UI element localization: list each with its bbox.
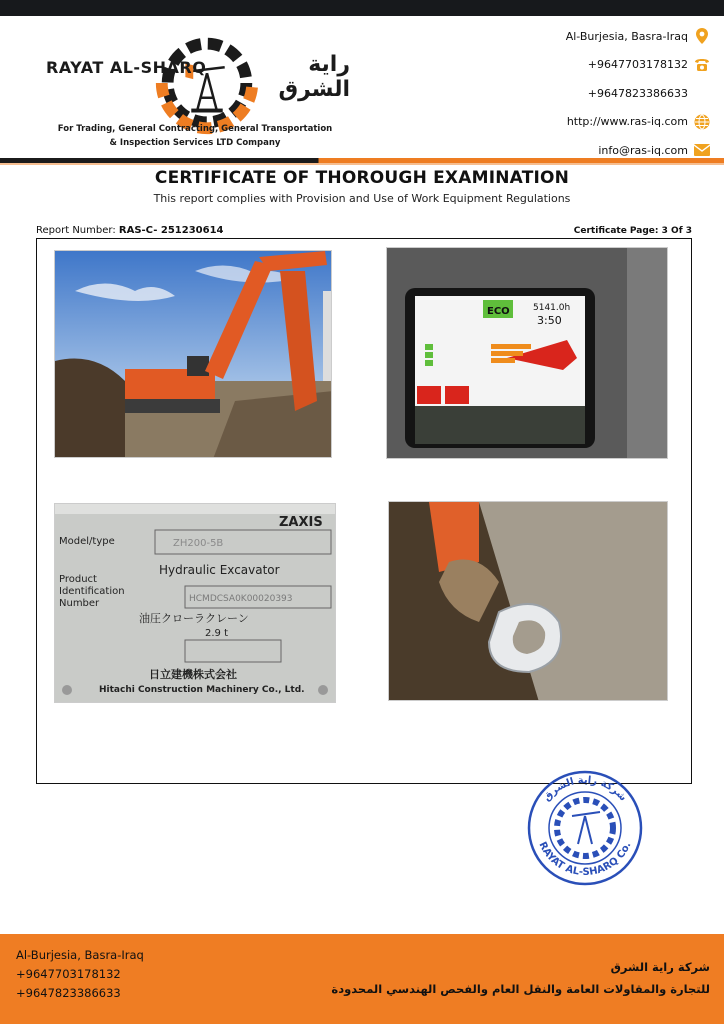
- contact-phone-1-text: +9647703178132: [587, 58, 688, 72]
- mail-icon: [694, 142, 710, 158]
- footer-contact: [16, 946, 144, 1003]
- contact-website-text[interactable]: http://www.ras-iq.com: [566, 115, 688, 129]
- photo-monitor-display: [386, 247, 668, 459]
- photo-excavator: [54, 250, 332, 458]
- photo-nameplate: [54, 503, 336, 703]
- footer-company-arabic: [331, 956, 710, 1000]
- nameplate-product-name: Hydraulic Excavator: [159, 563, 280, 577]
- footer-arabic-line-2: للتجارة والمقاولات العامة والنقل العام والفحص الهندسي المحدودة: [331, 982, 710, 996]
- tagline-line-1: For Trading, General Contracting, General Transportation: [57, 124, 333, 134]
- logo-text-english: RAYAT AL-SHARQ: [46, 58, 207, 77]
- footer-phone-2: +9647823386633: [16, 986, 121, 1000]
- tagline-line-2: & Inspection Services LTD Company: [109, 138, 281, 148]
- footer-arabic-line-1: شركة راية الشرق: [610, 960, 710, 974]
- globe-icon: [694, 114, 710, 130]
- report-number-label: Report Number:: [36, 225, 119, 236]
- phone-icon: [694, 57, 710, 73]
- certificate-page: Certificate Page: 3 Of 3: [573, 226, 692, 236]
- nameplate-maker-japanese: 日立建機株式会社: [149, 668, 237, 681]
- nameplate-serial: HCMDCSA0K00020393: [189, 594, 293, 604]
- nameplate-japanese-name: 油圧クローラクレーン: [139, 612, 249, 625]
- stamp-english-text: RAYAT AL-SHARQ Co.: [536, 840, 634, 879]
- company-logo: [40, 22, 350, 157]
- header-divider-accent: [0, 163, 724, 165]
- contact-phone-2: [566, 79, 710, 108]
- contact-phone-1: [566, 51, 710, 80]
- certificate-subtitle: This report complies with Provision and Use of Work Equipment Regulations: [153, 192, 571, 205]
- nameplate-brand: ZAXIS: [279, 515, 323, 530]
- nameplate-model-value: ZH200-5B: [173, 538, 224, 549]
- contact-phone-2-text: +9647823386633: [587, 86, 688, 100]
- contact-list: [566, 22, 710, 165]
- contact-address-text: Al-Burjesia, Basra-Iraq: [565, 29, 688, 43]
- nameplate-model-label: Model/type: [59, 536, 115, 547]
- stamp-arabic-text: شركة راية الشرق: [541, 774, 629, 804]
- certificate-title: CERTIFICATE OF THOROUGH EXAMINATION: [154, 168, 570, 188]
- contact-website[interactable]: [566, 108, 710, 137]
- top-bar: [0, 0, 724, 16]
- report-number-value: RAS-C- 251230614: [118, 225, 224, 236]
- photo-lifting-hook: [388, 501, 668, 701]
- company-stamp: [520, 770, 650, 888]
- display-time: 3:50: [537, 314, 562, 327]
- nameplate-product-label: Product: [59, 574, 97, 585]
- report-number: [36, 225, 224, 236]
- footer-address: Al-Burjesia, Basra-Iraq: [16, 948, 144, 962]
- nameplate-maker-english: Hitachi Construction Machinery Co., Ltd.: [99, 685, 305, 695]
- nameplate-capacity: 2.9 t: [205, 628, 229, 639]
- nameplate-identification-label: Identification: [59, 586, 125, 597]
- location-pin-icon: [694, 28, 710, 44]
- display-hours: 5141.0h: [533, 303, 571, 313]
- display-eco: ECO: [487, 306, 510, 317]
- contact-email-text[interactable]: info@ras-iq.com: [598, 143, 688, 157]
- logo-text-arabic: راية الشرق: [278, 52, 350, 102]
- nameplate-number-label: Number: [59, 598, 100, 609]
- footer-phone-1: +9647703178132: [16, 967, 121, 981]
- footer: [0, 934, 724, 1024]
- contact-address: [566, 22, 710, 51]
- company-tagline: [40, 122, 350, 150]
